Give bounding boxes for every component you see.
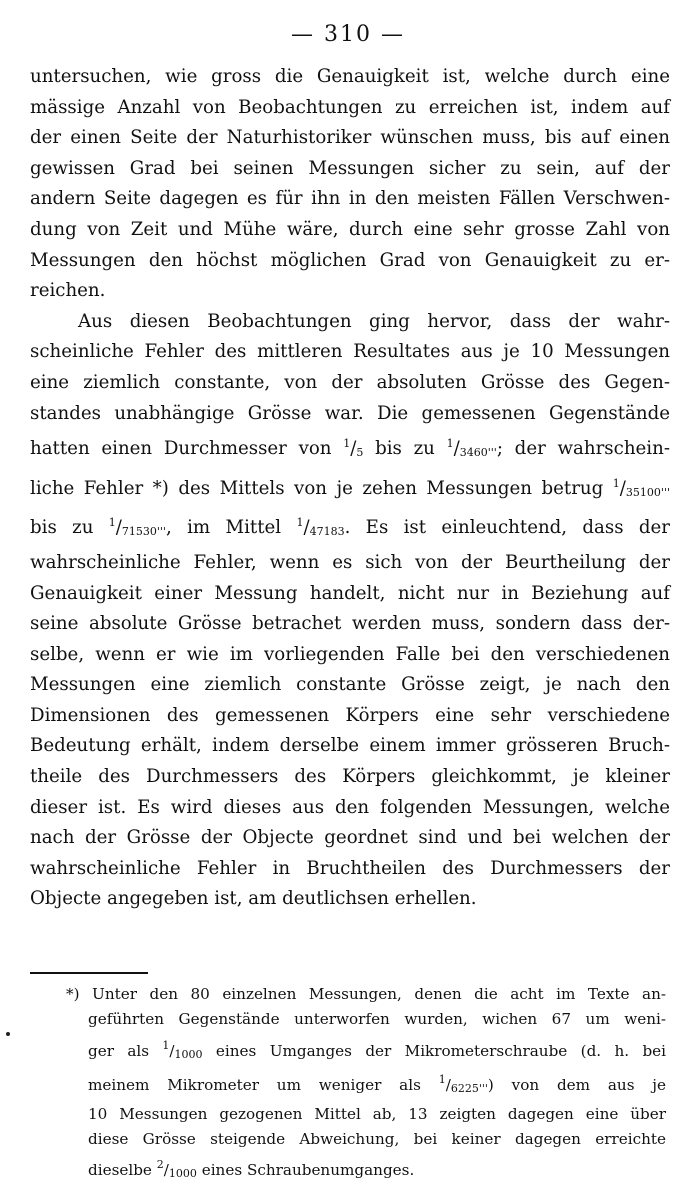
text-fragment: bis zu (30, 517, 94, 539)
text-line: eine ziemlich constante, von der absoluten Grösse des Gegen- (30, 371, 670, 393)
text-fragment: dieselbe (88, 1161, 152, 1180)
text-line: selbe, wenn er wie im vorliegenden Falle bei den verschiedenen (30, 643, 670, 665)
text-fragment: eines Umganges der Mikrometerschraube (d. h. bei (215, 1041, 667, 1060)
text-line: untersuchen, wie gross die Genauigkeit ist, welche durch eine (30, 66, 670, 87)
text-fragment: ) von dem aus je (487, 1076, 667, 1095)
fraction-denominator: 1000 (168, 1167, 197, 1181)
footnote-line (88, 1067, 666, 1101)
text-line: Messungen eine ziemlich constante Grösse zeigt, je nach den (30, 674, 670, 696)
fraction-denominator: 6225''' (450, 1082, 488, 1096)
fraction: $^1/_{71530'''}$ (108, 516, 166, 539)
fraction-denominator: 5 (356, 446, 364, 460)
fraction: $^2/_{1000}$ (156, 1158, 197, 1181)
text-fragment: hatten einen Durchmesser von (30, 438, 332, 460)
footnote-line (66, 982, 666, 1007)
fraction: $^1/_{6225'''}$ (438, 1073, 488, 1096)
fraction: $^1/_{47183}$ (296, 516, 345, 539)
text-line: seine absolute Grösse betrachet werden muss, sondern dass der- (30, 613, 670, 635)
text-line (30, 429, 670, 469)
text-fragment: ger als (88, 1041, 150, 1060)
text-line: Aus diesen Beobachtungen ging hervor, dass der wahr- (78, 310, 670, 332)
fraction: $^1/_{3460'''}$ (446, 437, 497, 460)
text-line: scheinliche Fehler des mittleren Resultates aus je 10 Messungen (30, 341, 670, 363)
fraction-numerator: 1 (446, 437, 454, 451)
text-line (30, 508, 670, 548)
text-line: wahrscheinliche Fehler, wenn es sich von der Beurtheilung der (30, 551, 670, 573)
page-number: — 310 — (291, 22, 405, 47)
text-line (30, 469, 670, 509)
fraction-denominator: 3460''' (459, 446, 497, 460)
text-fragment: . Es ist einleuchtend, dass der (344, 517, 670, 539)
footnote-line: geführten Gegenstände unterworfen wurden, wichen 67 um weni- (88, 1010, 666, 1029)
fraction-numerator: 1 (612, 476, 620, 490)
fraction: $^1/_5$ (343, 437, 364, 460)
fraction-numerator: 1 (343, 437, 351, 451)
text-line: Messungen den höchst möglichen Grad von Genauigkeit zu er- (30, 249, 670, 271)
fraction-numerator: 1 (108, 516, 116, 530)
body-text (30, 62, 670, 915)
text-line: der einen Seite der Naturhistoriker wünschen muss, bis auf einen (30, 127, 670, 149)
text-line: dieser ist. Es wird dieses aus den folgenden Messungen, welche (30, 796, 670, 818)
footnote-line: 10 Messungen gezogenen Mittel ab, 13 zeigten dagegen eine über (88, 1104, 666, 1123)
text-fragment: ; der wahrschein- (496, 438, 670, 460)
text-line: reichen. (30, 280, 106, 302)
fraction-denominator: 71530''' (121, 525, 166, 539)
footnote-body (40, 982, 666, 1187)
fraction-denominator: 35100''' (625, 485, 670, 499)
text-line: theile des Durchmessers des Körpers gleichkommt, je kleiner (30, 766, 670, 788)
text-line: standes unabhängige Grösse war. Die gemessenen Gegenstände (30, 402, 670, 424)
fraction-numerator: 1 (438, 1073, 446, 1087)
fraction-numerator: 1 (162, 1038, 170, 1052)
footnote-line (88, 1033, 666, 1067)
text-fragment: liche Fehler *) des Mittels von je zehen Messungen betrug (30, 477, 604, 499)
text-fragment: eines Schraubenumganges. (201, 1161, 415, 1180)
footnote (40, 982, 666, 1187)
fraction-numerator: 1 (296, 516, 304, 530)
text-line: gewissen Grad bei seinen Messungen sicher zu sein, auf der (30, 157, 670, 179)
text-fragment: bis zu (375, 438, 435, 460)
text-fragment: Unter den 80 einzelnen Messungen, denen die acht im Texte an- (92, 985, 667, 1003)
fraction: $^1/_{35100'''}$ (612, 476, 670, 499)
text-line: Genauigkeit einer Messung handelt, nicht nur in Beziehung auf (30, 582, 670, 604)
footnote-rule (30, 972, 148, 974)
footnote-line: diese Grösse steigende Abweichung, bei keiner dagegen erreichte (88, 1130, 666, 1149)
fraction-numerator: 2 (156, 1158, 164, 1172)
text-line: wahrscheinliche Fehler in Bruchtheilen des Durchmessers der (30, 857, 670, 879)
text-line: mässige Anzahl von Beobachtungen zu erreichen ist, indem auf (30, 96, 670, 118)
footnote-line (88, 1152, 666, 1186)
fraction-denominator: 1000 (174, 1047, 203, 1061)
margin-mark (6, 1032, 10, 1036)
footnote-marker: *) (66, 985, 80, 1003)
text-line: Dimensionen des gemessenen Körpers eine sehr verschiedene (30, 704, 670, 726)
fraction: $^1/_{1000}$ (162, 1038, 203, 1061)
text-fragment: , im Mittel (165, 517, 282, 539)
fraction-denominator: 47183 (309, 525, 345, 539)
text-line: Objecte angegeben ist, am deutlichsen erhellen. (30, 888, 477, 910)
text-fragment: meinem Mikrometer um weniger als (88, 1076, 421, 1095)
text-line: Bedeutung erhält, indem derselbe einem immer grösseren Bruch- (30, 735, 670, 757)
text-line: dung von Zeit und Mühe wäre, durch eine sehr grosse Zahl von (30, 218, 670, 240)
text-line: nach der Grösse der Objecte geordnet sind und bei welchen der (30, 827, 670, 849)
text-line: andern Seite dagegen es für ihn in den meisten Fällen Verschwen- (30, 188, 670, 210)
